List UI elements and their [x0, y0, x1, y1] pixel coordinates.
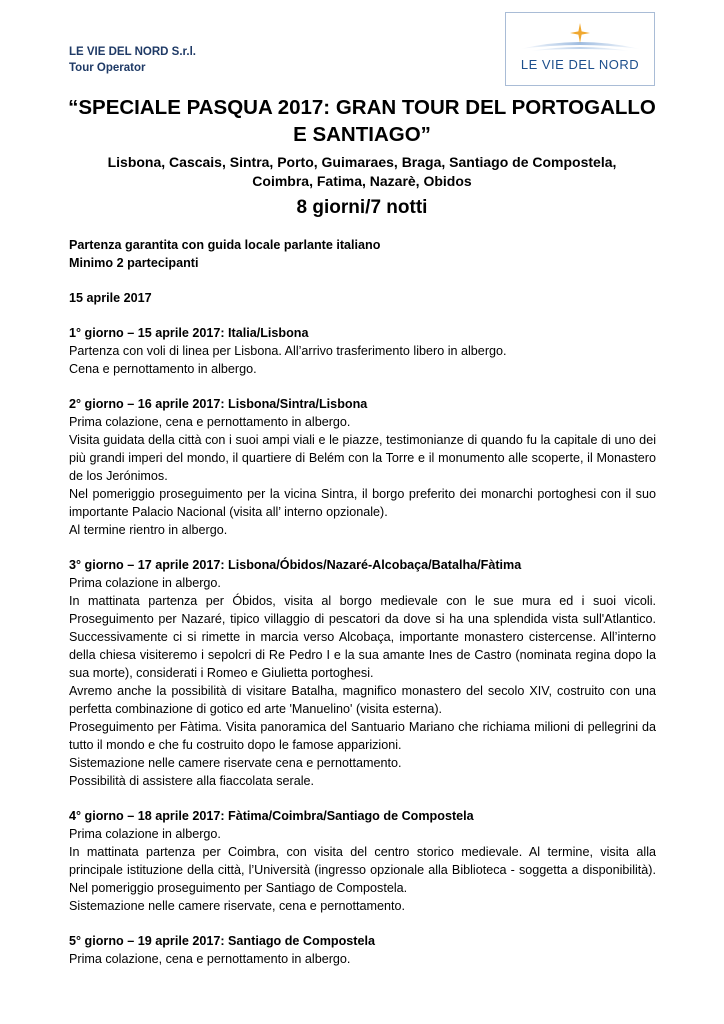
day-paragraph: Al termine rientro in albergo. — [69, 523, 228, 537]
day-paragraph: Proseguimento per Fàtima. Visita panoramica del Santuario Mariano che richiama milioni di pellegrini da tutto il mondo e che fu costruito dopo le famose apparizioni. — [69, 720, 656, 752]
title-line-2: E SANTIAGO” — [293, 123, 431, 146]
day-paragraph: Avremo anche la possibilità di visitare Batalha, magnifico monastero del secolo XIV, costruito con una perfetta combinazione di gotico ed arte 'Manuelino' (visita esterna). — [69, 684, 656, 716]
day-heading: 5° giorno – 19 aprile 2017: Santiago de Compostela — [69, 934, 375, 948]
departure-date: 15 aprile 2017 — [69, 291, 152, 305]
day-paragraph: Prima colazione in albergo. — [69, 576, 221, 590]
day-paragraph: Cena e pernottamento in albergo. — [69, 362, 257, 376]
day-section — [69, 556, 656, 790]
cities-list — [60, 153, 664, 191]
title-line-1: “SPECIALE PASQUA 2017: GRAN TOUR DEL PORTOGALLO — [68, 96, 656, 119]
day-paragraph: Visita guidata della città con i suoi ampi viali e le piazze, testimonianze di quando fu la capitale di uno dei più grandi imperi del mondo, il quartiere di Belém con la Torre e il monumento alle scoperte, il Monastero de los Jerónimos. — [69, 433, 656, 483]
day-paragraph: Nel pomeriggio proseguimento per la vicina Sintra, il borgo preferito dei monarchi portoghesi con il suo importante Palacio Nacional (visita all’ interno opzionale). — [69, 487, 656, 519]
day-heading: 2° giorno – 16 aprile 2017: Lisbona/Sintra/Lisbona — [69, 397, 368, 411]
day-paragraph: Prima colazione, cena e pernottamento in albergo. — [69, 952, 351, 966]
day-paragraph: Prima colazione in albergo. — [69, 827, 221, 841]
itinerary-body — [69, 236, 656, 968]
day-paragraph: Prima colazione, cena e pernottamento in albergo. — [69, 415, 351, 429]
guarantee-note: Partenza garantita con guida locale parlante italiano — [69, 238, 381, 252]
swoosh-shape-2 — [530, 47, 630, 51]
day-section — [69, 807, 656, 915]
duration: 8 giorni/7 notti — [296, 197, 428, 218]
day-paragraph: Possibilità di assistere alla fiaccolata serale. — [69, 774, 314, 788]
day-heading: 4° giorno – 18 aprile 2017: Fàtima/Coimbra/Santiago de Compostela — [69, 809, 474, 823]
day-heading: 1° giorno – 15 aprile 2017: Italia/Lisbona — [69, 326, 309, 340]
day-section — [69, 932, 656, 968]
company-block — [69, 45, 196, 76]
company-subtitle: Tour Operator — [69, 61, 146, 74]
day-paragraph: In mattinata partenza per Coimbra, con visita del centro storico medievale. Al termine, visita alla principale istituzione della città, l’Università (ingresso opzionale alla Biblioteca - soggetta a disponibilità). Nel pomeriggio proseguimento per Santiago de Compostela. — [69, 845, 656, 895]
logo-text: LE VIE DEL NORD — [520, 57, 640, 72]
star-icon — [570, 23, 590, 43]
day-section — [69, 395, 656, 539]
logo-graphic — [506, 13, 654, 85]
day-paragraph: Sistemazione nelle camere riservate cena e pernottamento. — [69, 756, 402, 770]
day-paragraph: In mattinata partenza per Óbidos, visita al borgo medievale con le sue mura ed i suoi vicoli. Proseguimento per Nazaré, tipico villaggio di pescatori da dove si ha una splendida vista sull'Atlantico. Successivamente ci si rimette in marcia verso Alcobaça, importante monastero cistercense. All’interno della chiesa visiteremo i sepolcri di Re Pedro I e la sua amante Ines de Castro (nominata regina dopo la sua morte), considerati i Romeo e Giulietta portoghesi. — [69, 594, 656, 680]
cities-line-2: Coimbra, Fatima, Nazarè, Obidos — [252, 173, 472, 189]
cities-line-1: Lisbona, Cascais, Sintra, Porto, Guimaraes, Braga, Santiago de Compostela, — [107, 154, 617, 170]
day-heading: 3° giorno – 17 aprile 2017: Lisbona/Óbidos/Nazaré-Alcobaça/Batalha/Fàtima — [69, 558, 522, 572]
minimum-participants: Minimo 2 partecipanti — [69, 256, 199, 270]
day-section — [69, 324, 656, 378]
page-title — [60, 94, 664, 148]
company-name: LE VIE DEL NORD S.r.l. — [69, 46, 196, 58]
logo — [505, 12, 655, 86]
day-paragraph: Partenza con voli di linea per Lisbona. All’arrivo trasferimento libero in albergo. — [69, 344, 507, 358]
day-paragraph: Sistemazione nelle camere riservate, cena e pernottamento. — [69, 899, 406, 913]
